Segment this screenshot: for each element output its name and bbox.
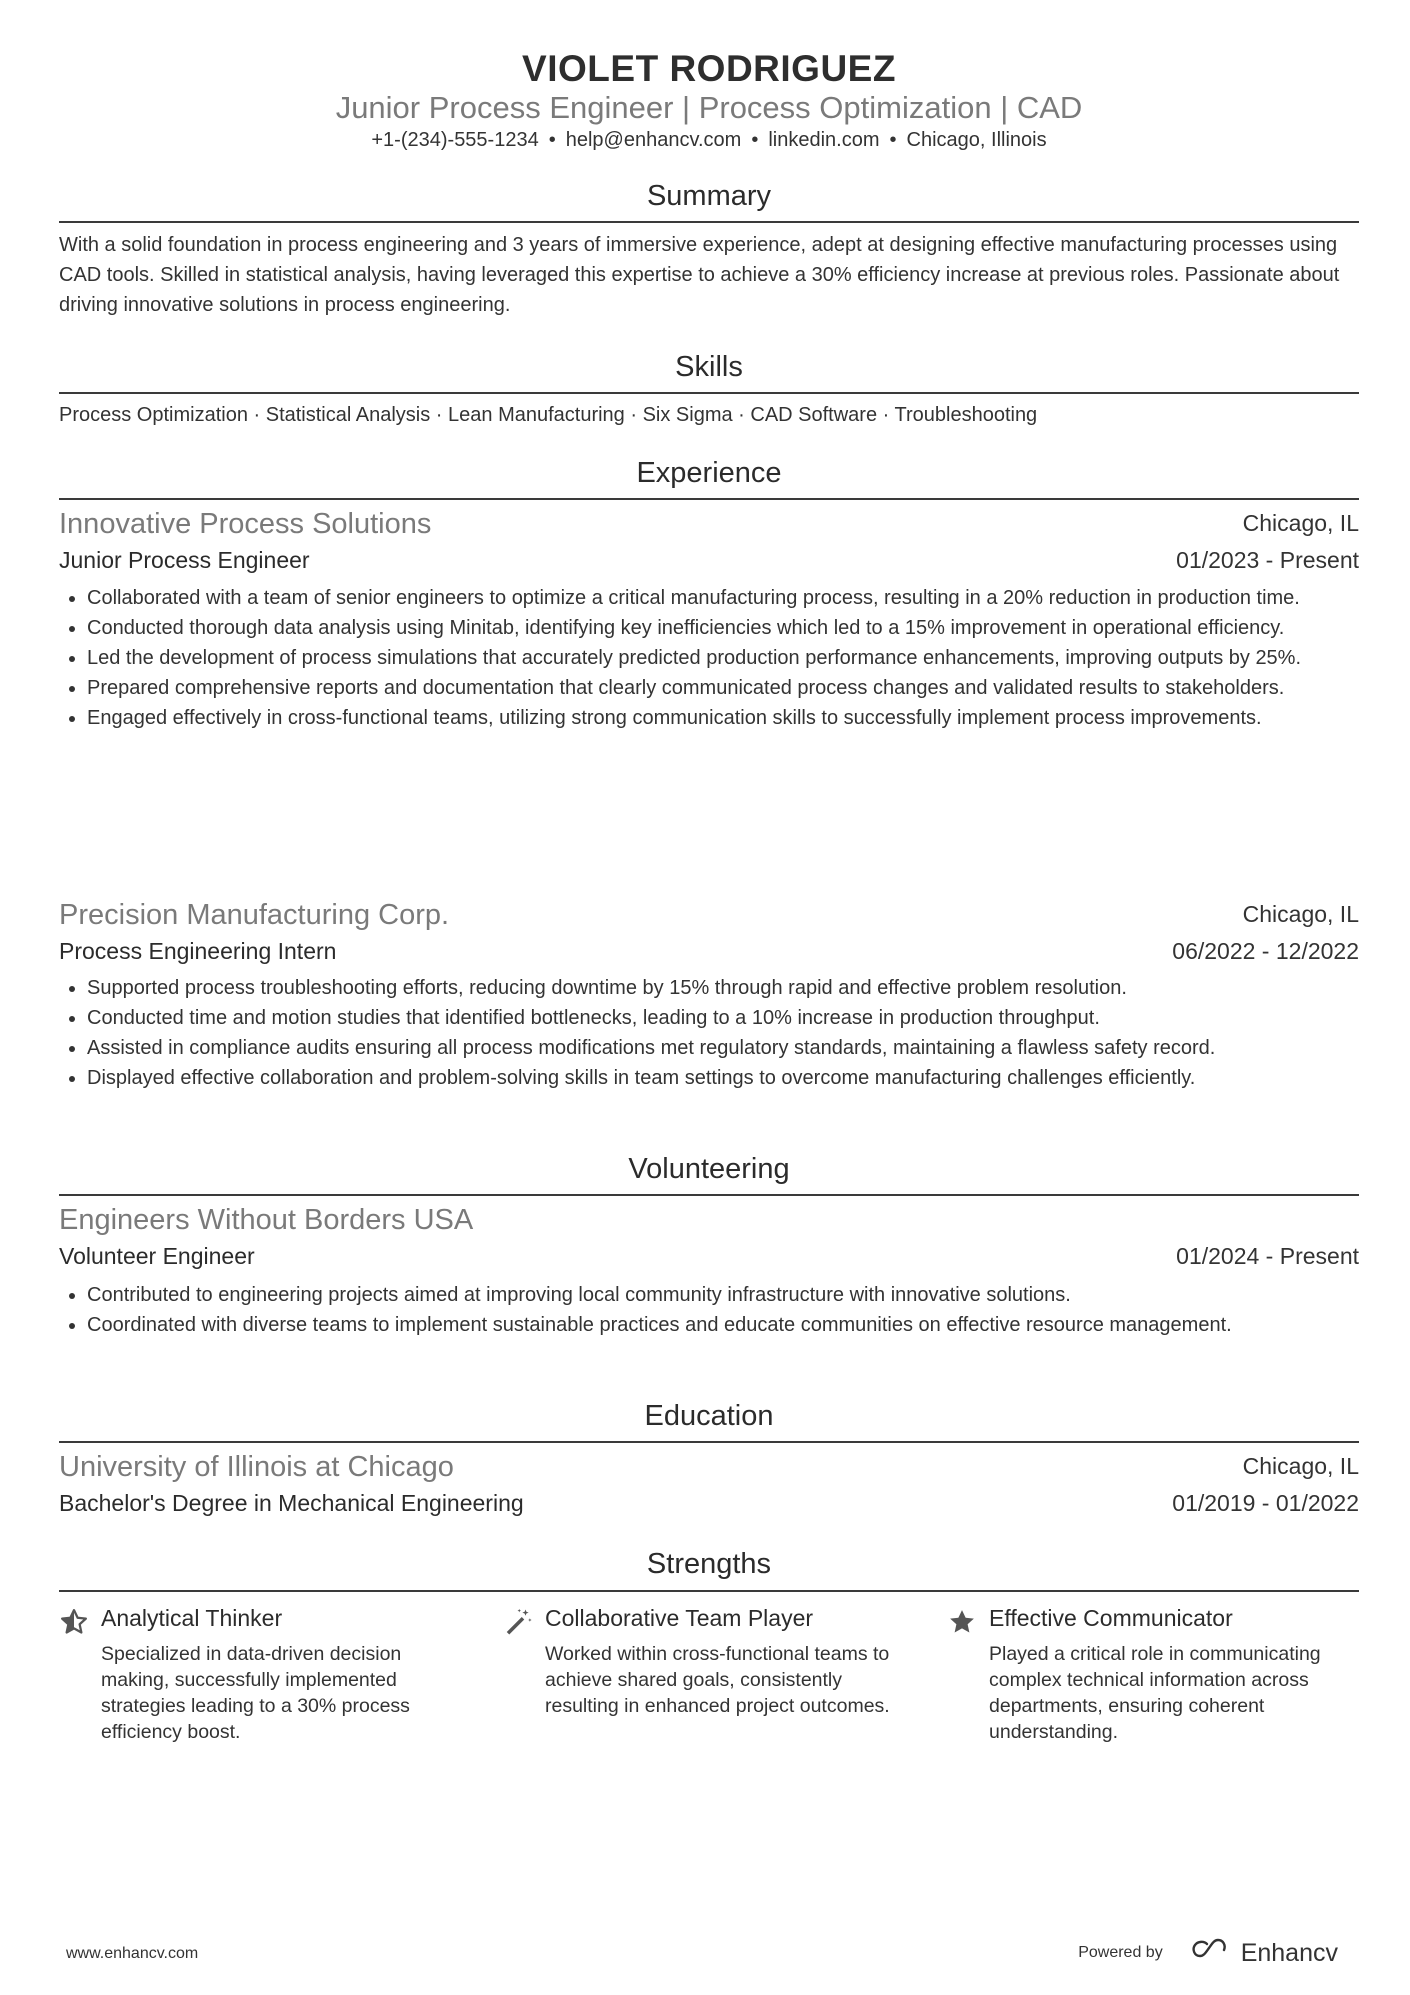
summary-heading: Summary [646,180,772,212]
star-icon [947,1607,977,1637]
volunteering-heading: Volunteering [628,1153,790,1185]
section-divider [59,498,1359,500]
footer-website[interactable]: www.enhancv.com [66,1945,199,1962]
star-half-icon [59,1607,89,1637]
education-school: University of Illinois at Chicago [59,1451,454,1483]
contact-separator: • [751,129,759,151]
contact-line [59,129,1359,152]
contact-phone: +1-(234)-555-1234 [371,129,539,151]
volunteer-bullet: Contributed to engineering projects aimed at improving local community infrastructure with innovative solutions. [87,1280,1387,1310]
job-company: Innovative Process Solutions [59,508,432,540]
powered-by-label: Powered by [1078,1944,1163,1961]
skills-list: Process Optimization · Statistical Analysis · Lean Manufacturing · Six Sigma · CAD Software · Troubleshooting [59,404,1038,426]
job-location: Chicago, IL [1242,510,1359,536]
strength-title: Collaborative Team Player [545,1605,814,1631]
contact-email[interactable]: help@enhancv.com [565,129,742,151]
job-bullet: Assisted in compliance audits ensuring all process modifications met regulatory standards, maintaining a flawless safety record. [87,1033,1387,1063]
job-bullets [59,973,1387,1093]
job-bullet: Collaborated with a team of senior engineers to optimize a critical manufacturing process, resulting in a 20% reduction in production time. [87,583,1387,613]
education-heading: Education [644,1400,774,1432]
section-divider [59,1441,1359,1443]
job-bullet: Supported process troubleshooting efforts, reducing downtime by 15% through rapid and effective problem resolution. [87,973,1387,1003]
contact-separator: • [889,129,897,151]
job-bullet: Engaged effectively in cross-functional teams, utilizing strong communication skills to successfully implement process improvements. [87,703,1387,733]
job-role: Process Engineering Intern [59,938,337,964]
job-company: Precision Manufacturing Corp. [59,899,450,931]
experience-heading: Experience [636,457,782,489]
strength-title: Analytical Thinker [101,1605,283,1631]
education-location: Chicago, IL [1242,1453,1359,1479]
section-divider [59,1590,1359,1592]
strengths-heading: Strengths [646,1548,772,1580]
job-dates: 01/2023 - Present [1176,547,1359,573]
job-dates: 06/2022 - 12/2022 [1172,938,1359,964]
footer-branding [1078,1935,1338,1971]
volunteer-bullets [59,1280,1387,1340]
job-bullet: Conducted thorough data analysis using Minitab, identifying key inefficiencies which led to a 15% improvement in operational efficiency. [87,613,1387,643]
volunteer-org: Engineers Without Borders USA [59,1204,474,1236]
section-divider [59,392,1359,394]
job-bullet: Conducted time and motion studies that identified bottlenecks, leading to a 10% increase in production throughput. [87,1003,1387,1033]
strength-title: Effective Communicator [989,1605,1233,1631]
job-bullet: Led the development of process simulations that accurately predicted production performance enhancements, improving outputs by 25%. [87,643,1387,673]
enhancv-logo-icon [1187,1938,1241,1969]
brand-name: Enhancv [1240,1938,1338,1967]
brand-logo[interactable] [1187,1938,1338,1969]
candidate-name: VIOLET RODRIGUEZ [522,48,896,89]
job-bullet: Prepared comprehensive reports and documentation that clearly communicated process changes and validated results to stakeholders. [87,673,1387,703]
job-bullet: Displayed effective collaboration and problem-solving skills in team settings to overcome manufacturing challenges efficiently. [87,1063,1387,1093]
volunteer-role: Volunteer Engineer [59,1243,255,1269]
magic-wand-icon [503,1607,533,1637]
volunteer-dates: 01/2024 - Present [1176,1243,1359,1269]
section-divider [59,221,1359,223]
job-bullets [59,583,1387,733]
candidate-title: Junior Process Engineer | Process Optimization | CAD [335,90,1083,125]
contact-linkedin[interactable]: linkedin.com [768,129,880,151]
summary-text: With a solid foundation in process engineering and 3 years of immersive experience, adept at designing effective manufacturing processes using CAD tools. Skilled in statistical analysis, having leveraged this expertise to achieve a 30% efficiency increase at previous roles. Passionate about driving innovative solutions in process engineering. [59,234,1340,316]
strength-desc: Played a critical role in communicating complex technical information across departments, ensuring coherent understanding. [989,1643,1321,1743]
education-dates: 01/2019 - 01/2022 [1172,1490,1359,1516]
contact-separator: • [548,129,556,151]
strength-desc: Worked within cross-functional teams to achieve shared goals, consistently resulting in enhanced project outcomes. [545,1643,890,1717]
job-location: Chicago, IL [1242,901,1359,927]
section-divider [59,1194,1359,1196]
strength-desc: Specialized in data-driven decision making, successfully implemented strategies leading to a 30% process efficiency boost. [101,1643,410,1743]
education-degree: Bachelor's Degree in Mechanical Engineering [59,1490,524,1516]
skills-heading: Skills [675,351,743,383]
volunteer-bullet: Coordinated with diverse teams to implement sustainable practices and educate communities on effective resource management. [87,1310,1387,1340]
contact-location: Chicago, Illinois [906,129,1047,151]
job-role: Junior Process Engineer [59,547,310,573]
